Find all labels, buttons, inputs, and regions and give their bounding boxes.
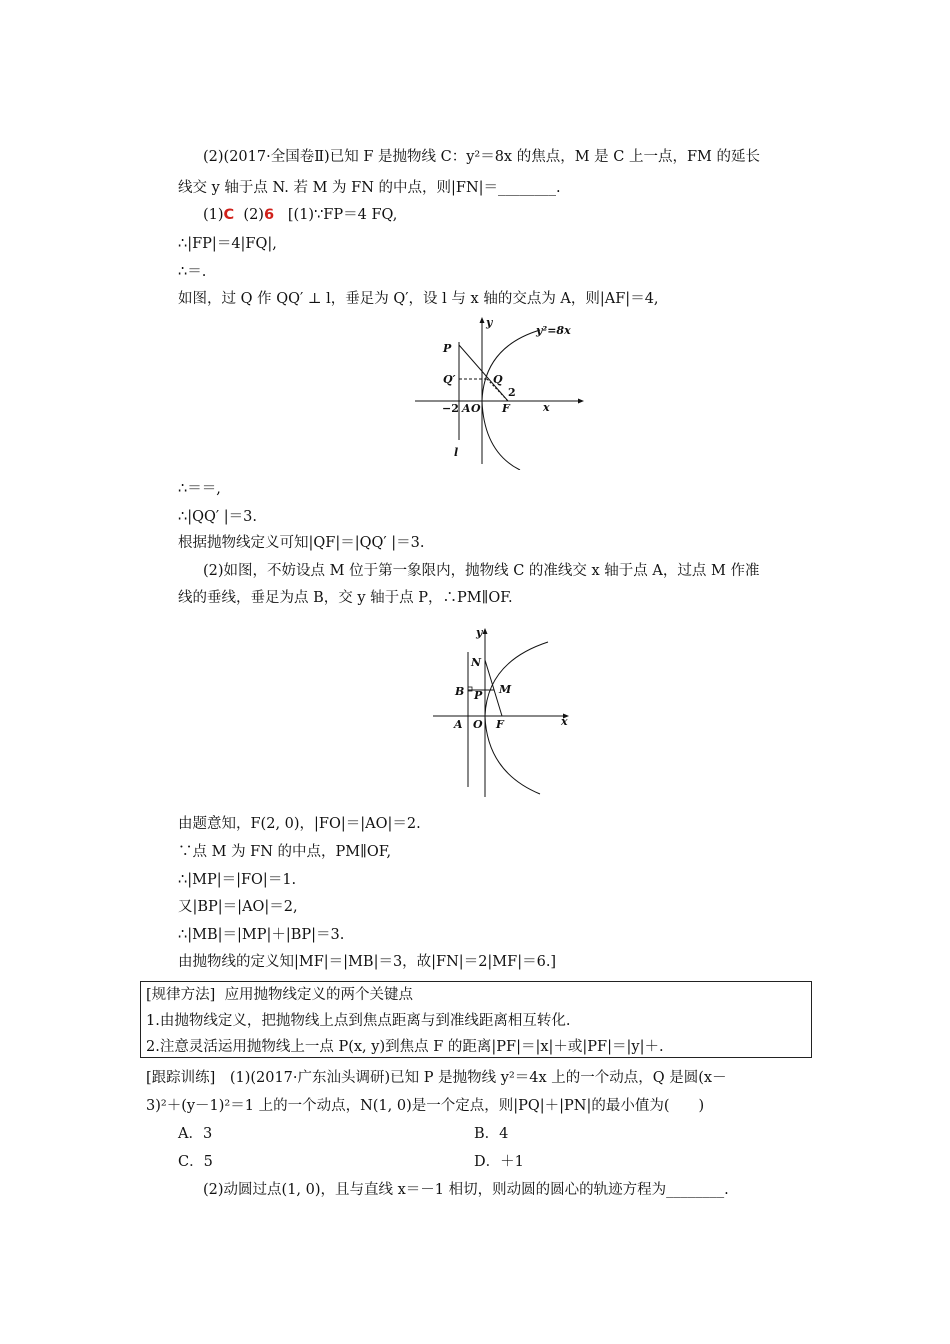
label-two: 2	[508, 386, 516, 399]
method-item-1: 1.由抛物线定义，把抛物线上点到焦点距离与到准线距离相互转化.	[146, 1013, 571, 1029]
label-neg2: −2	[442, 402, 459, 415]
solution-line-2: ∴|FP|＝4|FQ|,	[178, 236, 277, 252]
y-axis-arrow	[483, 628, 488, 634]
answer-prefix-1: (1)	[203, 207, 224, 223]
y-axis-arrow	[480, 317, 485, 323]
solution-line-4: 如图，过 Q 作 QQ′ ⊥ l，垂足为 Q′，设 l 与 x 轴的交点为 A，则|AF|＝4,	[178, 291, 659, 307]
solution-line-10: 由题意知，F(2, 0)，|FO|＝|AO|＝2.	[178, 816, 421, 832]
option-a: A．3	[178, 1126, 213, 1142]
solution-line-11: ∵点 M 为 FN 的中点，PM∥OF,	[178, 844, 392, 860]
point-O: O	[473, 718, 483, 731]
parabola-curve	[485, 642, 548, 794]
label-l: l	[454, 446, 459, 459]
point-F: F	[502, 402, 510, 415]
method-item-2: 2.注意灵活运用抛物线上一点 P(x, y)到焦点 F 的距离|PF|＝|x|＋或|PF|＝|y|＋.	[146, 1039, 664, 1055]
solution-line-15: 由抛物线的定义知|MF|＝|MB|＝3，故|FN|＝2|MF|＝6.]	[178, 954, 557, 970]
point-P: P	[443, 342, 452, 355]
point-Qprime: Q′	[443, 373, 456, 386]
answer-2: 6	[263, 207, 275, 223]
x-label: x	[561, 715, 568, 728]
practice-line-2: 3)²＋(y－1)²＝1 上的一个动点，N(1, 0)是一个定点，则|PQ|＋|PN|的最小值为( )	[146, 1098, 705, 1114]
y-label: y	[476, 626, 483, 639]
option-d: D．＋1	[474, 1154, 524, 1170]
point-A: A	[462, 402, 471, 415]
x-label: x	[543, 401, 550, 414]
option-c: C．5	[178, 1154, 213, 1170]
practice-line-1: [跟踪训练] (1)(2017·广东汕头调研)已知 P 是抛物线 y²＝4x 上的一个动点，Q 是圆(x－	[146, 1070, 727, 1086]
method-title: [规律方法]	[146, 987, 216, 1003]
answer-line	[203, 205, 397, 225]
curve-label: y²=8x	[536, 324, 571, 337]
answer-rest: [(1)∵FP＝4 FQ,	[287, 207, 398, 223]
point-A: A	[454, 718, 463, 731]
problem-line-1: (2)(2017·全国卷Ⅱ)已知 F 是抛物线 C：y²＝8x 的焦点，M 是 C 上一点，FM 的延长	[203, 149, 761, 165]
parabola-curve	[482, 330, 540, 470]
solution-line-5: ∴＝＝,	[178, 481, 221, 497]
method-title-line	[146, 985, 413, 1005]
solution-line-9: 线的垂线，垂足为点 B，交 y 轴于点 P，∴PM∥OF.	[178, 590, 513, 606]
point-O: O	[471, 402, 481, 415]
answer-prefix-2: (2)	[243, 207, 264, 223]
solution-line-6: ∴|QQ′ |＝3.	[178, 509, 258, 525]
solution-line-8: (2)如图，不妨设点 M 位于第一象限内，抛物线 C 的准线交 x 轴于点 A，过点 M 作准	[203, 563, 760, 579]
parabola-figure-2	[430, 622, 580, 800]
problem-line-2: 线交 y 轴于点 N. 若 M 为 FN 的中点，则|FN|＝________.	[178, 180, 561, 196]
answer-1: C	[223, 207, 235, 223]
solution-line-7: 根据抛物线定义可知|QF|＝|QQ′ |＝3.	[178, 535, 425, 551]
method-heading: 应用抛物线定义的两个关键点	[224, 987, 414, 1003]
point-P: P	[474, 689, 483, 702]
y-label: y	[486, 316, 493, 329]
point-B: B	[455, 685, 465, 698]
parabola-figure-1	[412, 312, 592, 470]
point-Q: Q	[493, 373, 503, 386]
point-M: M	[499, 683, 512, 696]
solution-line-13: 又|BP|＝|AO|＝2,	[178, 899, 298, 915]
practice-line-5: (2)动圆过点(1, 0)，且与直线 x＝－1 相切，则动圆的圆心的轨迹方程为________.	[203, 1182, 729, 1198]
x-axis-arrow	[578, 399, 584, 404]
solution-line-3: ∴＝.	[178, 264, 207, 280]
solution-line-14: ∴|MB|＝|MP|＋|BP|＝3.	[178, 927, 345, 943]
solution-line-12: ∴|MP|＝|FO|＝1.	[178, 872, 297, 888]
option-b: B．4	[474, 1126, 509, 1142]
point-N: N	[471, 656, 482, 669]
point-F: F	[496, 718, 504, 731]
